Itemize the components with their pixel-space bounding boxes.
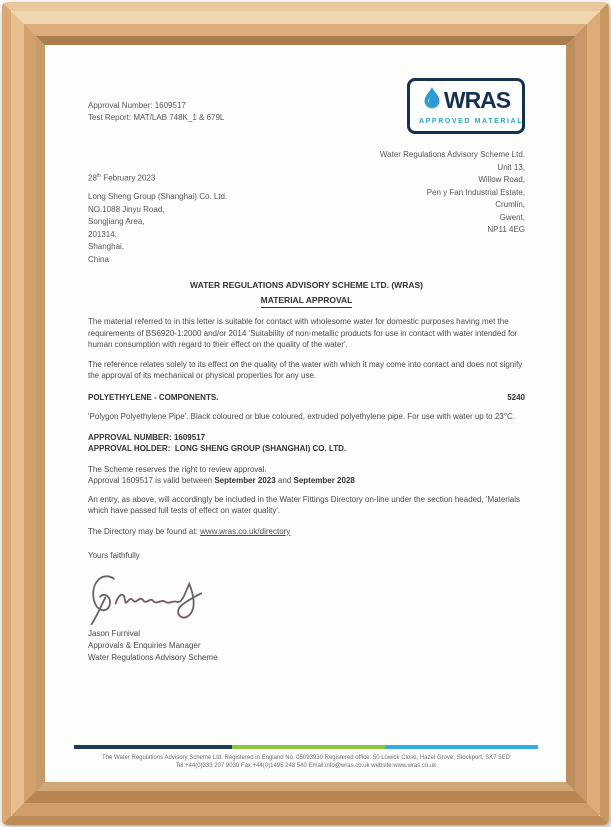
approval-number-row: APPROVAL NUMBER: 1609517: [88, 432, 206, 442]
sender-address-line: NP11 4EG: [487, 225, 525, 234]
test-report-line: Test Report: MAT/LAB 748K_1 & 679L: [88, 113, 225, 122]
sender-address-line: Gwent,: [499, 212, 525, 222]
closing-salutation: Yours faithfully: [88, 551, 140, 561]
picture-frame-lip: [36, 36, 575, 791]
address-section: [88, 149, 525, 266]
wras-logo: [407, 78, 525, 134]
wras-logo-top: [419, 86, 513, 114]
recipient-address-line: NO.1088 Jinyu Road,: [88, 204, 165, 214]
sender-address-line: Willow Road,: [478, 175, 525, 184]
signature: [84, 565, 525, 625]
picture-frame-outer: [2, 2, 609, 825]
approval-letter-document: [45, 45, 566, 782]
recipient-address-line: China: [88, 254, 109, 264]
footer-bar-green: [232, 745, 385, 749]
footer-bar-cyan: [385, 745, 538, 749]
paragraph-suitability: The material referred to in this letter is suitable for contact with wholesome water for domestic purposes having met the requirements of BS6920-1:2000 and/or 2014 'Suitability of non-metallic products for use in contact with water intended for human consumption with regard to their effect on the quality of the water'.: [88, 317, 518, 350]
picture-frame-mid: [24, 24, 587, 803]
sender-address: [380, 149, 525, 266]
directory-prefix: The Directory may be found at:: [88, 526, 201, 536]
footer-bar-navy: [74, 745, 232, 749]
signatory-block: [88, 628, 525, 664]
footer-contact-line: Tel:+44(0)333 207 9030 Fax:+44(0)1495 248 540 Email:info@wras.co.uk website:www.wras.co.uk: [175, 763, 437, 769]
product-heading-row: [88, 392, 525, 404]
water-drop-icon: [422, 86, 442, 114]
wras-logo-tagline: APPROVED MATERIAL: [419, 117, 524, 125]
review-block: [88, 464, 525, 486]
approval-details: [88, 432, 525, 455]
paragraph-reference: The reference relates solely to its effect on the quality of the water with which it may come into contact and does not signify the approval of its mechanical or physical properties for any use.: [88, 359, 523, 381]
approval-number-line: Approval Number: 1609517: [88, 101, 186, 110]
letter-date: 28th February 2023: [88, 173, 156, 183]
sender-address-line: Crumlin,: [495, 200, 525, 209]
signatory-name: Jason Furnival: [88, 628, 141, 638]
recipient-address-line: Songjiang Area,: [88, 217, 145, 227]
recipient-address-line: Long Sheng Group (Shanghai) Co. Ltd.: [88, 192, 228, 202]
letter-header: [88, 78, 525, 134]
product-heading: POLYETHYLENE - COMPONENTS.: [88, 392, 219, 402]
title-scheme-name: WATER REGULATIONS ADVISORY SCHEME LTD. (WRAS): [190, 280, 423, 291]
picture-frame-ridge: [11, 11, 600, 816]
letter-title: [88, 280, 525, 308]
wras-logo-text: WRAS: [443, 86, 511, 113]
recipient-address: [88, 191, 227, 266]
product-code: 5240: [507, 392, 525, 402]
signatory-org: Water Regulations Advisory Scheme: [88, 652, 218, 662]
directory-link[interactable]: www.wras.co.uk/directory: [200, 526, 291, 536]
sender-address-line: Unit 13,: [497, 162, 525, 172]
recipient-address-line: 201314,: [88, 229, 117, 239]
directory-entry-paragraph: An entry, as above, will accordingly be included in the Water Fittings Directory on-line under the section headed, 'Materials which have passed full tests of effect on water quality'.: [88, 494, 520, 516]
footer-color-bar: [74, 745, 538, 749]
product-description: 'Polygon Polyethylene Pipe'. Black coloured or blue coloured, extruded polyethylene pipe. For use with water up to 23°C.: [88, 412, 515, 422]
signatory-title: Approvals & Enquiries Manager: [88, 640, 201, 650]
sender-address-line: Water Regulations Advisory Scheme Ltd.: [379, 150, 525, 159]
letter-footer: [74, 745, 538, 770]
directory-line: [88, 526, 525, 538]
validity-line: Approval 1609517 is valid between September 2023 and September 2028: [88, 475, 355, 485]
recipient-block: [88, 171, 227, 266]
title-material-approval: MATERIAL APPROVAL: [261, 295, 353, 309]
approval-holder-row: APPROVAL HOLDER: LONG SHENG GROUP (SHANGHAI) CO. LTD.: [88, 444, 347, 454]
sender-address-line: Pen y Fan Industrial Estate,: [426, 187, 525, 197]
footer-registration-line: The Water Regulations Advisory Scheme Ltd. Registered in England No. 05093930 Registered office: 50 Lowick Close, Hazel Grove, Stockport, SK7 5ED: [102, 755, 510, 761]
recipient-address-line: Shanghai,: [88, 242, 125, 252]
review-line: The Scheme reserves the right to review approval.: [88, 464, 267, 474]
footer-text: [74, 754, 538, 770]
approval-meta: [88, 100, 224, 124]
